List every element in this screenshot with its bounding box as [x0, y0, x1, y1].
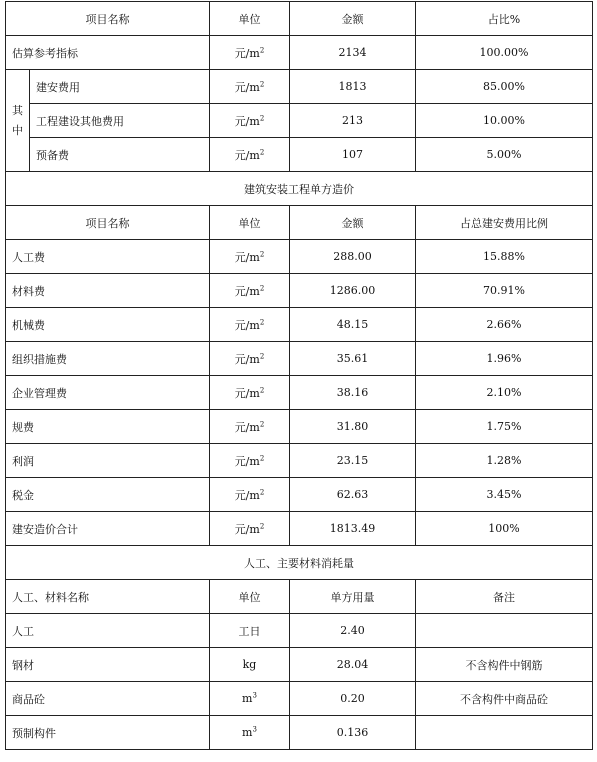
row-name: 预备费	[30, 138, 210, 172]
row-name: 建安造价合计	[6, 512, 210, 546]
row-name: 建安费用	[30, 70, 210, 104]
row-name: 钢材	[6, 648, 210, 682]
row-ratio: 2.66%	[416, 308, 593, 342]
row-amount: 1813	[290, 70, 416, 104]
row-name: 预制构件	[6, 716, 210, 750]
header-qty: 单方用量	[290, 580, 416, 614]
row-name: 利润	[6, 444, 210, 478]
row-amount: 62.63	[290, 478, 416, 512]
header-item-name: 项目名称	[6, 206, 210, 240]
row-ratio: 10.00%	[416, 104, 593, 138]
header-note: 备注	[416, 580, 593, 614]
header-amount: 金额	[290, 206, 416, 240]
row-name: 税金	[6, 478, 210, 512]
row-unit: 元$/m^2$	[210, 376, 290, 410]
table-row	[6, 342, 593, 376]
row-name: 估算参考指标	[6, 36, 210, 70]
row-ratio: 100.00%	[416, 36, 593, 70]
row-amount: 2134	[290, 36, 416, 70]
row-amount: 35.61	[290, 342, 416, 376]
row-note: 不含构件中商品砼	[416, 682, 593, 716]
table-row	[6, 240, 593, 274]
row-ratio: 1.28%	[416, 444, 593, 478]
row-ratio: 1.96%	[416, 342, 593, 376]
section2-title-row	[6, 172, 593, 206]
row-note	[416, 614, 593, 648]
row-unit: 元$/m^2$	[210, 342, 290, 376]
table-row	[6, 36, 593, 70]
group-label: 其中	[6, 70, 30, 172]
header-material-name: 人工、材料名称	[6, 580, 210, 614]
table-row	[6, 512, 593, 546]
table-row	[6, 410, 593, 444]
row-name: 人工	[6, 614, 210, 648]
header-item-name: 项目名称	[6, 2, 210, 36]
row-unit: 元$/m^2$	[210, 240, 290, 274]
row-name: 工程建设其他费用	[30, 104, 210, 138]
section3-title-row	[6, 546, 593, 580]
header-ratio: 占总建安费用比例	[416, 206, 593, 240]
row-name: 规费	[6, 410, 210, 444]
table-row	[6, 308, 593, 342]
row-unit: 元$/m^2$	[210, 478, 290, 512]
row-amount: 1813.49	[290, 512, 416, 546]
row-amount: 1286.00	[290, 274, 416, 308]
row-amount: 48.15	[290, 308, 416, 342]
table-row	[6, 444, 593, 478]
section-title: 人工、主要材料消耗量	[6, 546, 593, 580]
row-qty: 0.20	[290, 682, 416, 716]
section2-header-row	[6, 206, 593, 240]
table-row	[6, 614, 593, 648]
section-title: 建筑安装工程单方造价	[6, 172, 593, 206]
row-ratio: 100%	[416, 512, 593, 546]
row-ratio: 15.88%	[416, 240, 593, 274]
table-row	[6, 70, 593, 104]
row-unit: 元$/m^2$	[210, 104, 290, 138]
cost-estimate-table	[5, 1, 593, 750]
header-ratio: 占比%	[416, 2, 593, 36]
table-row	[6, 376, 593, 410]
row-note: 不含构件中钢筋	[416, 648, 593, 682]
row-ratio: 70.91%	[416, 274, 593, 308]
table-row	[6, 716, 593, 750]
header-unit: 单位	[210, 580, 290, 614]
row-qty: 2.40	[290, 614, 416, 648]
row-amount: 31.80	[290, 410, 416, 444]
row-unit: 元$/m^2$	[210, 70, 290, 104]
row-unit: 元$/m^2$	[210, 308, 290, 342]
row-unit: kg	[210, 648, 290, 682]
section3-header-row	[6, 580, 593, 614]
row-unit: 元$/m^2$	[210, 512, 290, 546]
row-amount: 213	[290, 104, 416, 138]
row-ratio: 5.00%	[416, 138, 593, 172]
table-row	[6, 104, 593, 138]
row-qty: 28.04	[290, 648, 416, 682]
table-row	[6, 478, 593, 512]
row-amount: 23.15	[290, 444, 416, 478]
row-name: 机械费	[6, 308, 210, 342]
header-unit: 单位	[210, 206, 290, 240]
header-unit: 单位	[210, 2, 290, 36]
row-note	[416, 716, 593, 750]
header-amount: 金额	[290, 2, 416, 36]
row-ratio: 2.10%	[416, 376, 593, 410]
row-unit: $m^3$	[210, 682, 290, 716]
row-unit: 元$/m^2$	[210, 36, 290, 70]
row-name: 人工费	[6, 240, 210, 274]
row-amount: 288.00	[290, 240, 416, 274]
row-unit: 元$/m^2$	[210, 138, 290, 172]
row-unit: 元$/m^2$	[210, 410, 290, 444]
table-row	[6, 682, 593, 716]
row-name: 材料费	[6, 274, 210, 308]
row-unit: 元$/m^2$	[210, 444, 290, 478]
row-ratio: 1.75%	[416, 410, 593, 444]
table-row	[6, 138, 593, 172]
row-ratio: 3.45%	[416, 478, 593, 512]
row-amount: 107	[290, 138, 416, 172]
row-unit: 元$/m^2$	[210, 274, 290, 308]
section1-header-row	[6, 2, 593, 36]
table-row	[6, 648, 593, 682]
row-name: 企业管理费	[6, 376, 210, 410]
row-unit: $m^3$	[210, 716, 290, 750]
row-qty: 0.136	[290, 716, 416, 750]
row-ratio: 85.00%	[416, 70, 593, 104]
row-amount: 38.16	[290, 376, 416, 410]
row-name: 商品砼	[6, 682, 210, 716]
table-row	[6, 274, 593, 308]
row-name: 组织措施费	[6, 342, 210, 376]
row-unit: 工日	[210, 614, 290, 648]
